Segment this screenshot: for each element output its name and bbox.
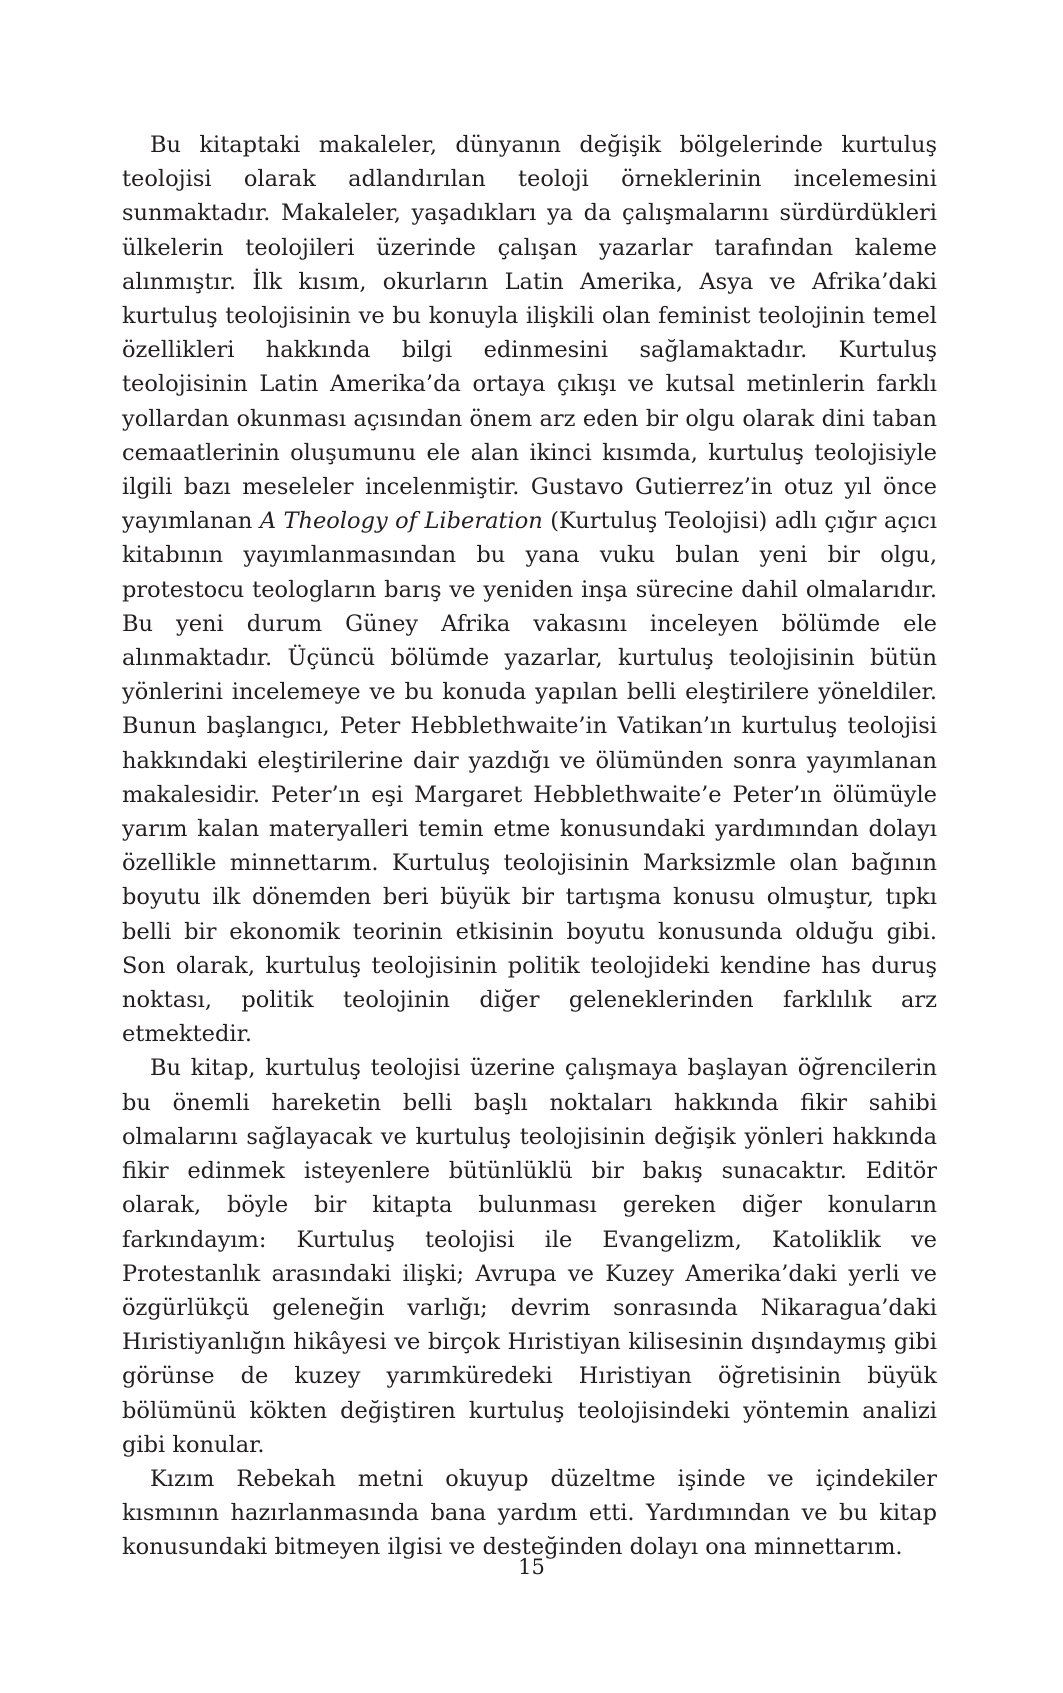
paragraph-1-text-end: (Kurtuluş Teolojisi) adlı çığır açıcı kitabının yayımlanmasından bu yana vuku bulan yeni bir olgu, protestocu teologların barış ve yeniden inşa sürecine dahil olmalarıdır. Bu yeni durum Güney Afrika vakasını inceleyen bölümde ele alınmaktadır. Üçüncü bölümde yazarlar, kurtuluş teolojisinin bütün yönlerini incelemeye ve bu konuda yapılan belli eleştirilere yöneldiler. Bunun başlangıcı, Peter Hebblethwaite’in Vatikan’ın kurtuluş teolojisi hakkındaki eleştirilerine dair yazdığı ve ölümünden sonra yayımlanan makalesidir. Peter’ın eşi Margaret Hebblethwaite’e Peter’ın ölümüyle yarım kalan materyalleri temin etme konusundaki yardımından dolayı özellikle minnettarım. Kurtuluş teolojisinin Marksizmle olan bağının boyutu ilk dönemden beri büyük bir tartışma konusu olmuştur, tıpkı belli bir ekonomik teorinin etkisinin boyutu konusunda olduğu gibi. Son olarak, kurtuluş teolojisinin politik teolojideki kendine has duruş noktası, politik teolojinin diğer geleneklerinden farklılık arz etmektedir. bbox=[122, 508, 937, 1048]
paragraph-2: Bu kitap, kurtuluş teolojisi üzerine çalışmaya başlayan öğrencilerin bu önemli hareketin belli başlı noktaları hakkında fikir sahibi olmalarını sağlayacak ve kurtuluş teolojisinin değişik yönleri hakkında fikir edinmek isteyenlere bütünlüklü bir bakış sunacaktır. Editör olarak, böyle bir kitapta bulunması gereken diğer konuların farkındayım: Kurtuluş teolojisi ile Evangelizm, Katoliklik ve Protestanlık arasındaki ilişki; Avrupa ve Kuzey Amerika’daki yerli ve özgürlükçü geleneğin varlığı; devrim sonrasında Nikaragua’daki Hıristiyanlığın hikâyesi ve birçok Hıristiyan kilisesinin dışındaymış gibi görünse de kuzey yarımküredeki Hıristiyan öğretisinin büyük bölümünü kökten değiştiren kurtuluş teolojisindeki yöntemin analizi gibi konular. bbox=[122, 1055, 937, 1458]
body-text bbox=[122, 128, 937, 1565]
paragraph-3: Kızım Rebekah metni okuyup düzeltme işinde ve içindekiler kısmının hazırlanmasında bana yardım etti. Yardımından ve bu kitap konusundaki bitmeyen ilgisi ve desteğinden dolayı ona minnettarım. bbox=[122, 1465, 937, 1561]
paragraph-1-text-start: Bu kitaptaki makaleler, dünyanın değişik bölgelerinde kurtuluş teolojisi olarak adlandırılan teoloji örneklerinin incelemesini sunmaktadır. Makaleler, yaşadıkları ya da çalışmalarını sürdürdükleri ülkelerin teolojileri üzerinde çalışan yazarlar tarafından kaleme alınmıştır. İlk kısım, okurların Latin Amerika, Asya ve Afrika’daki kurtuluş teolojisinin ve bu konuyla ilişkili olan feminist teolojinin temel özellikleri hakkında bilgi edinmesini sağlamaktadır. Kurtuluş teolojisinin Latin Amerika’da ortaya çıkışı ve kutsal metinlerin farklı yollardan okunması açısından önem arz eden bir olgu olarak dini taban cemaatlerinin oluşumunu ele alan ikinci kısımda, kurtuluş teolojisiyle ilgili bazı meseleler incelenmiştir. Gustavo Gutierrez’in otuz yıl önce yayımlanan bbox=[122, 132, 937, 535]
page-number: 15 bbox=[518, 1555, 545, 1579]
book-title-italic: A Theology of Liberation bbox=[259, 508, 543, 535]
paragraph-1 bbox=[122, 128, 937, 1051]
